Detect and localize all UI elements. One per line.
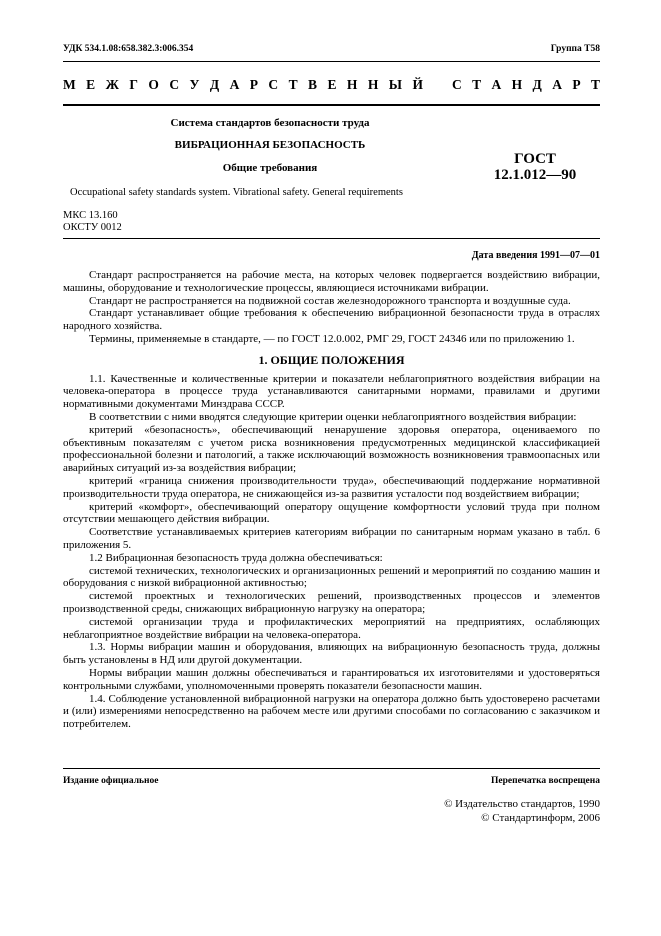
gost-number: 12.1.012—90 xyxy=(493,167,577,183)
section-title: 1. ОБЩИЕ ПОЛОЖЕНИЯ xyxy=(258,352,405,367)
header-rule xyxy=(63,61,600,62)
section-paragraph: 1.3. Нормы вибрации машин и оборудования, влияющих на вибрационную безопасность труда, должны быть установлены в НД или другой документации. xyxy=(63,641,600,667)
banner-letter: Г xyxy=(129,77,138,92)
copyright-2006: © Стандартинформ, 2006 xyxy=(481,812,600,824)
section-paragraph: системой технических, технологических и организационных решений и мероприятий по созданию машин и оборудования с низкой вибрационной активностью; xyxy=(63,564,600,590)
group-code: Группа Т58 xyxy=(550,44,600,54)
intro-paragraph: Стандарт не распространяется на подвижной состав железнодорожного транспорта и воздушные суда. xyxy=(89,294,571,307)
banner-letter: Р xyxy=(572,77,581,92)
intro-paragraph: Термины, применяемые в стандарте, — по ГОСТ 12.0.002, РМГ 29, ГОСТ 24346 или по приложению 1. xyxy=(89,332,575,345)
banner-letter: М xyxy=(63,77,76,92)
footer-rule xyxy=(63,768,600,769)
banner-letter: Д xyxy=(532,77,542,92)
english-title: Occupational safety standards system. Vibrational safety. General requirements xyxy=(70,187,403,198)
banner-letter: Т xyxy=(472,77,482,92)
intro-date: Дата введения 1991—07—01 xyxy=(471,250,600,261)
banner-letter: Д xyxy=(209,77,220,92)
banner-letter: Т xyxy=(590,77,600,92)
gost-label: ГОСТ xyxy=(514,151,556,167)
banner-standart xyxy=(452,77,600,93)
banner-letter: Т xyxy=(288,77,298,92)
section-paragraph: В соответствии с ними вводятся следующие критерии оценки неблагоприятного воздействия вибрации: xyxy=(89,410,577,423)
banner-letter: Ы xyxy=(388,77,403,92)
banner-letter: Е xyxy=(327,77,337,92)
section-paragraph: 1.1. Качественные и количественные критерии и показатели неблагоприятного воздействия вибрации на человека-оператора в процессе труда устанавливаются санитарными нормами, правилами и другими нормативными документами Минздрава СССР. xyxy=(63,372,600,411)
banner-letter: Н xyxy=(511,77,523,92)
section-paragraph: системой организации труда и профилактических мероприятий на предприятиях, ослабляющих неблагоприятное воздействие вибрации на человека-оператора. xyxy=(63,615,600,641)
banner-letter: О xyxy=(148,77,159,92)
banner-letter: С xyxy=(169,77,180,92)
section-paragraph: 1.4. Соблюдение установленной вибрационной нагрузки на оператора должно быть удостоверено расчетами и (или) измерениями непосредственно на рабочем месте или другими способами по согласованию с заказчиком и потребителем. xyxy=(63,692,600,731)
banner-rule xyxy=(63,104,600,106)
standards-system: Система стандартов безопасности труда xyxy=(170,117,370,129)
document-body xyxy=(63,269,600,731)
banner-letter: А xyxy=(491,77,502,92)
banner-mezhgos xyxy=(63,77,423,93)
banner-letter: Н xyxy=(346,77,358,92)
document-title: ВИБРАЦИОННАЯ БЕЗОПАСНОСТЬ xyxy=(174,139,366,151)
banner-letter: А xyxy=(229,77,240,92)
okstu-code: ОКСТУ 0012 xyxy=(63,222,122,233)
section-paragraph: системой проектных и технологических решений, производственных процессов и элементов производственной среды, снижающих вибрационную нагрузку на оператора; xyxy=(63,590,600,615)
section-paragraph: 1.2 Вибрационная безопасность труда должна обеспечиваться: xyxy=(89,551,383,564)
banner-letter: Е xyxy=(86,77,96,92)
banner-letter: У xyxy=(189,77,200,92)
banner-letter: Ж xyxy=(105,77,119,92)
official-edition: Издание официальное xyxy=(63,776,159,786)
mks-code: МКС 13.160 xyxy=(63,210,118,221)
section-paragraph: критерий «комфорт», обеспечивающий оператору ощущение комфортности условий труда при полном отсутствии мешающего действия вибрации. xyxy=(63,500,600,526)
udk-code: УДК 534.1.08:658.382.3:006.354 xyxy=(63,44,194,54)
intro-paragraph: Стандарт распространяется на рабочие места, на которых человек подвергается воздействию вибрации, машины, оборудование и технологические процессы, являющиеся источниками вибрации. xyxy=(63,269,600,294)
copyright-1990: © Издательство стандартов, 1990 xyxy=(444,798,600,810)
document-subtitle: Общие требования xyxy=(222,162,318,174)
banner-letter: А xyxy=(552,77,562,92)
reprint-prohibited: Перепечатка воспрещена xyxy=(490,776,600,786)
banner-letter: С xyxy=(268,77,279,92)
banner-letter: Й xyxy=(412,77,423,92)
intro-paragraph: Стандарт устанавливает общие требования к обеспечению вибрационной безопасности труда в отраслях народного хозяйства. xyxy=(63,307,600,333)
banner-letter: Р xyxy=(249,77,258,92)
section-paragraph: Соответствие устанавливаемых критериев категориям вибрации по санитарным нормам указано в табл. 6 приложения 5. xyxy=(63,526,600,551)
section-paragraph: Нормы вибрации машин должны обеспечиваться и гарантироваться их изготовителями и удостоверяться контрольными службами, уполномоченными проверять показатели безопасности машин. xyxy=(63,666,600,692)
codes-rule xyxy=(63,238,600,239)
banner-letter: С xyxy=(452,77,462,92)
banner-letter: В xyxy=(308,77,318,92)
section-paragraph: критерий «безопасность», обеспечивающий ненарушение здоровья оператора, оцениваемого по объективным показателям с учетом риска возникновения предусмотренных медицинской классификацией профессиональной болезни и патологий, а также исключающий возможность возникновения травмоопасных или аварийных ситуаций из-за воздействия вибрации; xyxy=(63,423,600,475)
section-paragraph: критерий «граница снижения производительности труда», обеспечивающий поддержание нормативной производительности труда оператора, не снижающейся из-за развития усталости под воздействием вибрации; xyxy=(63,474,600,500)
banner-letter: Н xyxy=(367,77,379,92)
